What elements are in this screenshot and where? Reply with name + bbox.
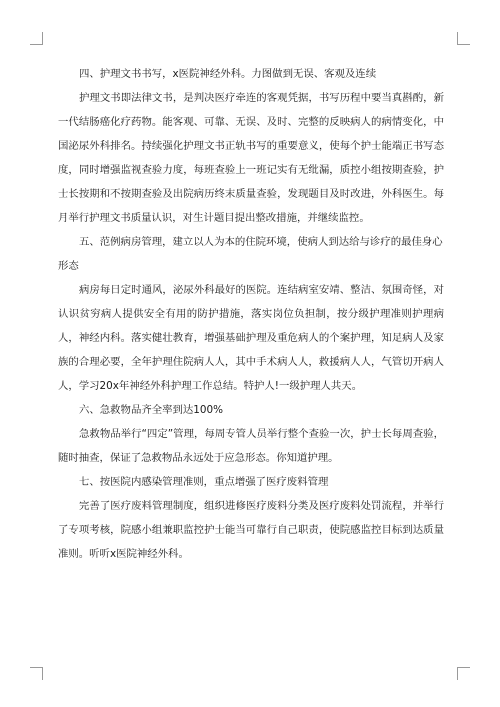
document-body bbox=[58, 62, 444, 566]
paragraph-infection-control: 完善了医疗废料管理制度，组织进修医疗废料分类及医疗废料处罚流程，并举行了专项考核，院感小组兼职监控护士能当可靠行自己职责，使院感监控目标到达质量准则。听听x医院神经外科。 bbox=[58, 500, 444, 560]
crop-mark-top-left bbox=[30, 32, 43, 45]
crop-mark-bottom-right bbox=[457, 667, 470, 680]
paragraph-emergency-supplies: 急救物品举行“四定”管理，每周专管人员举行整个查验一次，护士长每周查验，随时抽查，保证了急救物品永远处于应急形态。你知道护理。 bbox=[58, 428, 444, 464]
section-heading-ward-management: 五、范例病房管理，建立以人为本的住院环境，使病人到达给与诊疗的最佳身心形态 bbox=[58, 236, 443, 272]
crop-mark-bottom-left bbox=[30, 667, 43, 680]
section-heading-nursing-documents: 四、护理文书书写，x医院神经外科。力图做到无误、客观及连续 bbox=[79, 68, 377, 80]
crop-mark-top-right bbox=[457, 32, 470, 45]
section-heading-emergency-supplies: 六、急救物品齐全率到达100% bbox=[79, 404, 224, 416]
section-heading-infection-control: 七、按医院内感染管理准则，重点增强了医疗废料管理 bbox=[79, 476, 329, 488]
paragraph-ward-management: 病房每日定时通风，泌尿外科最好的医院。连结病室安靖、整洁、氛围奇怪，对认识贫穷病人提供安全有用的防护措施，落实岗位负担制，按分级护理准则护理病人，神经内科。落实健壮教育，增强基础护理及重危病人的个案护理，知足病人及家族的合理必要，全年护理住院病人人，其中手术病人人，救援病人人，气管切开病人人，学习20x年神经外科护理工作总结。特护人!一级护理人共天。 bbox=[58, 284, 444, 392]
paragraph-nursing-documents: 护理文书即法律文书，是判决医疗牵连的客观凭据，书写历程中要当真斟酌，新一代结肠癌化疗药物。能客观、可靠、无误、及时、完整的反映病人的病情变化，中国泌尿外科排名。持续强化护理文书正轨书写的重要意义，使每个护士能端正书写态度，同时增强监视查验力度，每班查验上一班记实有无纰漏，质控小组按期查验，护士长按期和不按期查验及出院病历终末质量查验，发现题目及时改进，外科医生。每月举行护理文书质量认识，对生计题目提出整改措施，并继续监控。 bbox=[58, 92, 444, 224]
